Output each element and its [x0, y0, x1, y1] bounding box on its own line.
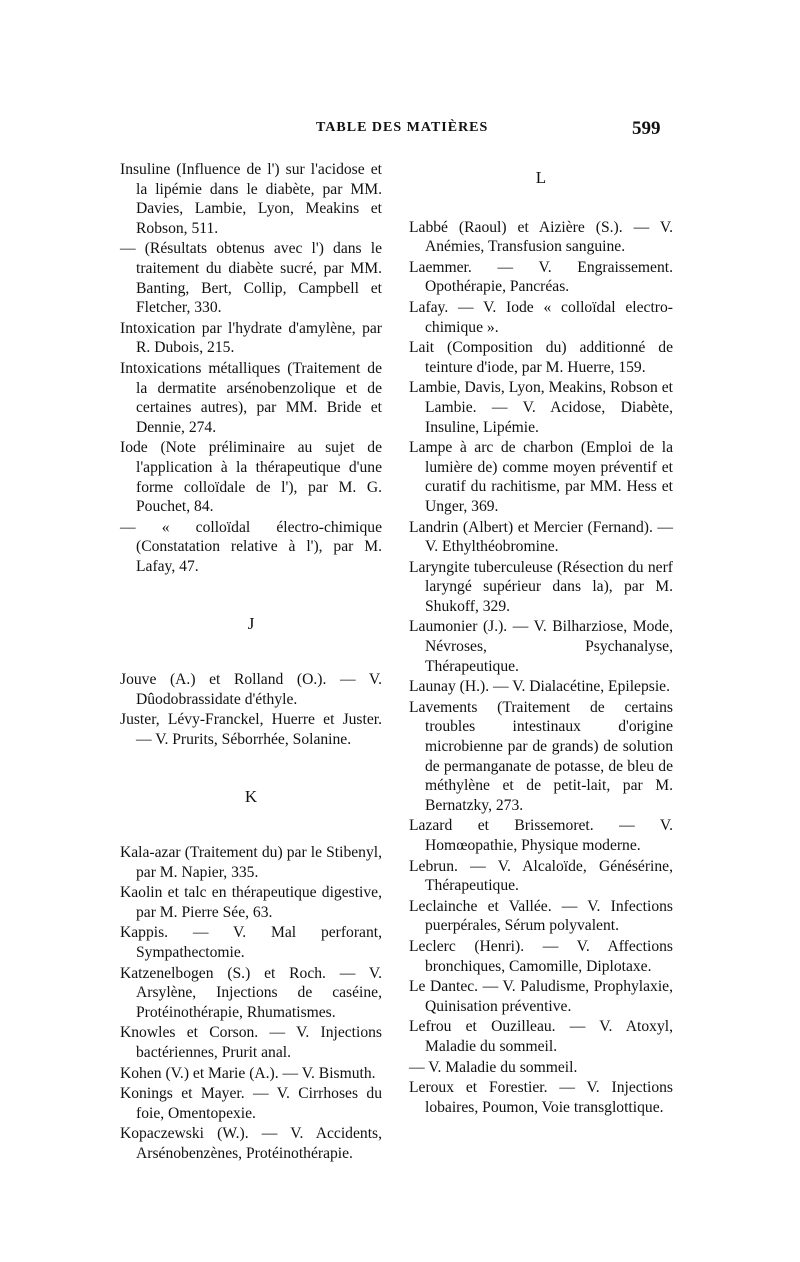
index-entry: Leclerc (Henri). — V. Affections bronchiques, Camomille, Diplotaxe.	[409, 937, 673, 975]
index-entry: — V. Maladie du sommeil.	[409, 1058, 578, 1076]
index-entry: Intoxication par l'hydrate d'amylène, par R. Dubois, 215.	[120, 319, 382, 357]
index-entry: Kappis. — V. Mal perforant, Sympathectomie.	[120, 924, 382, 961]
index-entry: Laumonier (J.). — V. Bilharziose, Mode, Névroses, Psychanalyse, Thérapeutique.	[409, 618, 673, 675]
section-letter-k: K	[244, 787, 258, 807]
index-entry: Kohen (V.) et Marie (A.). — V. Bismuth.	[120, 1064, 376, 1082]
index-entry: Lazard et Brissemoret. — V. Homœopathie, Physique moderne.	[409, 817, 673, 854]
index-entry: Katzenelbogen (S.) et Roch. — V. Arsylène, Injections de caséine, Protéinothérapie, Rhumatismes.	[120, 964, 382, 1021]
entries-j	[120, 670, 382, 749]
index-entry: Lefrou et Ouzilleau. — V. Atoxyl, Maladie du sommeil.	[409, 1018, 673, 1055]
right-column	[409, 160, 673, 1118]
entries-l	[409, 218, 673, 1118]
index-entry: Intoxications métalliques (Traitement de la dermatite arsénobenzolique et de certaines autres), par MM. Bride et Dennie, 274.	[120, 359, 382, 436]
index-entry: Kala-azar (Traitement du) par le Stibenyl, par M. Napier, 335.	[120, 844, 382, 881]
index-entry: Lambie, Davis, Lyon, Meakins, Robson et Lambie. — V. Acidose, Diabète, Insuline, Lipémie.	[409, 379, 673, 436]
running-header	[0, 120, 800, 144]
entries-i	[120, 160, 382, 576]
index-entry: Launay (H.). — V. Dialacétine, Epilepsie.	[409, 678, 670, 696]
section-letter-j: J	[247, 614, 255, 634]
index-entry: Kopaczewski (W.). — V. Accidents, Arsénobenzènes, Protéinothérapie.	[120, 1125, 382, 1162]
index-entry: Konings et Mayer. — V. Cirrhoses du foie, Omentopexie.	[120, 1085, 382, 1122]
index-entry: Juster, Lévy-Franckel, Huerre et Juster. — V. Prurits, Séborrhée, Solanine.	[120, 711, 382, 748]
index-entry: Lebrun. — V. Alcaloïde, Génésérine, Thérapeutique.	[409, 857, 673, 895]
index-entry: Landrin (Albert) et Mercier (Fernand). — V. Ethylthéobromine.	[409, 518, 673, 556]
index-entry: — (Résultats obtenus avec l') dans le traitement du diabète sucré, par MM. Banting, Bert, Collip, Campbell et Fletcher, 330.	[120, 240, 382, 317]
page-number: 599	[632, 118, 661, 139]
index-entry: Laemmer. — V. Engraissement. Opothérapie, Pancréas.	[409, 258, 673, 296]
index-entry: Labbé (Raoul) et Aizière (S.). — V. Anémies, Transfusion sanguine.	[409, 218, 673, 256]
index-entry: Leroux et Forestier. — V. Injections lobaires, Poumon, Voie transglottique.	[409, 1079, 673, 1116]
index-entry: Le Dantec. — V. Paludisme, Prophylaxie, Quinisation préventive.	[409, 978, 673, 1015]
index-entry: Leclainche et Vallée. — V. Infections puerpérales, Sérum polyvalent.	[409, 897, 673, 935]
index-entry: Lafay. — V. Iode « colloïdal electro-chimique ».	[409, 298, 673, 336]
index-entry: Kaolin et talc en thérapeutique digestive, par M. Pierre Sée, 63.	[120, 884, 382, 921]
index-entry: Insuline (Influence de l') sur l'acidose et la lipémie dans le diabète, par MM. Davies, Lambie, Lyon, Meakins et Robson, 511.	[120, 161, 382, 237]
entries-k	[120, 843, 382, 1164]
left-column	[120, 160, 382, 1165]
section-letter-l: L	[535, 168, 547, 187]
index-entry: Knowles et Corson. — V. Injections bactériennes, Prurit anal.	[120, 1024, 382, 1061]
index-entry: Laryngite tuberculeuse (Résection du nerf laryngé supérieur dans la), par M. Shukoff, 329.	[409, 558, 673, 615]
index-entry: Jouve (A.) et Rolland (O.). — V. Dûodobrassidate d'éthyle.	[120, 671, 382, 708]
index-entry: Lampe à arc de charbon (Emploi de la lumière de) comme moyen préventif et curatif du rachitisme, par MM. Hess et Unger, 369.	[409, 439, 673, 515]
index-entry: Lavements (Traitement de certains troubles intestinaux d'origine microbienne par de grands) de solution de permanganate de potasse, de bleu de méthylène et de petit-lait, par M. Bernatzky, 273.	[409, 698, 673, 814]
index-entry: — « colloïdal électro-chimique (Constatation relative à l'), par M. Lafay, 47.	[120, 518, 382, 575]
running-title: TABLE DES MATIÈRES	[316, 120, 489, 135]
index-entry: Lait (Composition du) additionné de teinture d'iode, par M. Huerre, 159.	[409, 339, 673, 376]
index-entry: Iode (Note préliminaire au sujet de l'application à la thérapeutique d'une forme colloïdale de l'), par M. G. Pouchet, 84.	[120, 439, 382, 516]
